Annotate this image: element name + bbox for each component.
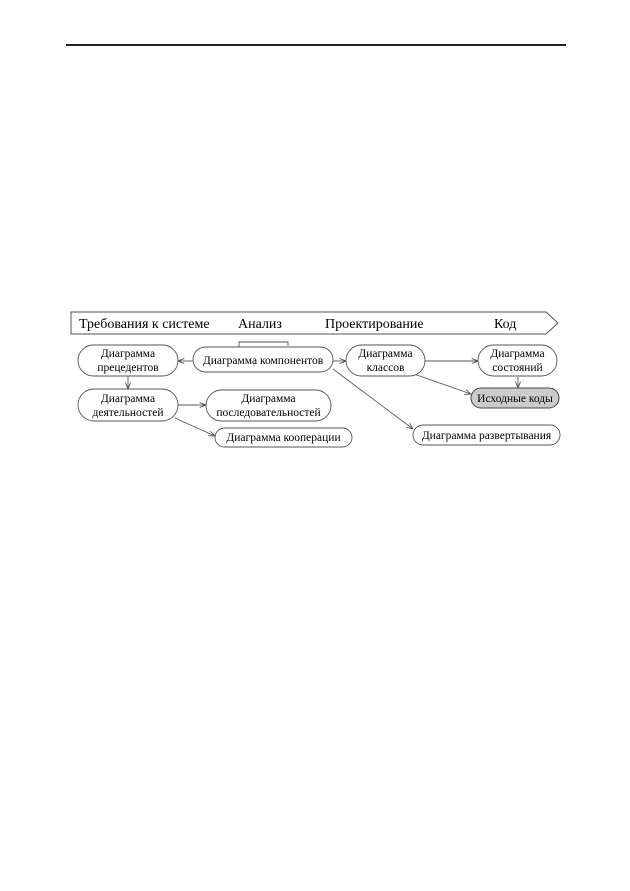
node-component	[193, 347, 333, 372]
svg-text:Диаграмма: Диаграмма	[358, 348, 413, 360]
svg-text:Диаграмма: Диаграмма	[490, 348, 545, 360]
svg-text:Исходные коды: Исходные коды	[477, 393, 553, 405]
node-source-code	[471, 388, 559, 408]
phase-analysis: Анализ	[238, 317, 282, 332]
node-use-case	[78, 345, 178, 376]
phase-design: Проектирование	[325, 317, 424, 332]
svg-text:последовательностей: последовательностей	[216, 407, 321, 419]
svg-text:Диаграмма развертывания: Диаграмма развертывания	[421, 430, 552, 442]
node-collaboration	[215, 428, 352, 447]
node-state	[478, 345, 557, 376]
svg-text:Диаграмма компонентов: Диаграмма компонентов	[202, 355, 324, 367]
node-deployment	[413, 425, 560, 445]
phase-code: Код	[494, 317, 517, 332]
svg-text:состояний: состояний	[492, 362, 543, 374]
node-sequence	[206, 390, 331, 421]
svg-text:классов: классов	[366, 362, 405, 374]
svg-text:Диаграмма: Диаграмма	[100, 348, 156, 360]
node-activity	[78, 389, 178, 421]
phase-requirements: Требования к системе	[79, 317, 210, 332]
svg-text:Диаграмма кооперации: Диаграмма кооперации	[226, 432, 341, 444]
edge-activity-collaboration	[175, 418, 215, 436]
phase-banner	[71, 312, 558, 334]
edge-component-deployment	[333, 369, 413, 429]
svg-text:деятельностей: деятельностей	[92, 407, 164, 419]
svg-text:Диаграмма: Диаграмма	[241, 393, 296, 405]
svg-text:Диаграмма: Диаграмма	[100, 393, 156, 405]
edge-class-source	[414, 374, 471, 394]
svg-text:прецедентов: прецедентов	[97, 362, 159, 374]
node-class	[346, 345, 425, 376]
